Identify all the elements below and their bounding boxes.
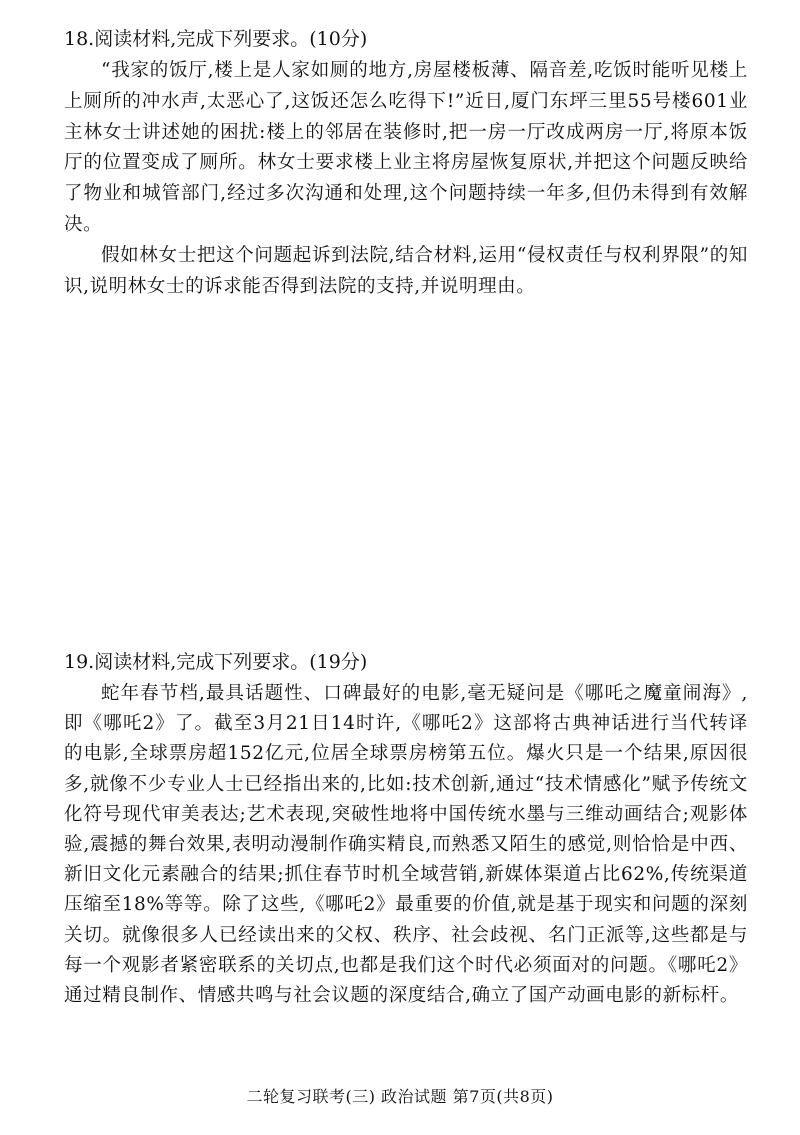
question-19-title: 19.阅读材料,完成下列要求。(19分) [64, 651, 368, 673]
question-19 [64, 645, 748, 1011]
question-19-material: 蛇年春节档,最具话题性、口碑最好的电影,毫无疑问是《哪吒之魔童闹海》,即《哪吒2》了。截至3月21日14时许,《哪吒2》这部将古典神话进行当代转译的电影,全球票房超152亿元,位居全球票房榜第五位。爆火只是一个结果,原因很多,就像不少专业人士已经指出来的,比如:技术创新,通过“技术情感化”赋予传统文化符号现代审美表达;艺术表现,突破性地将中国传统水墨与三维动画结合;观影体验,震撼的舞台效果,表明动漫制作确实精良,而熟悉又陌生的感觉,则恰恰是中西、新旧文化元素融合的结果;抓住春节时机全域营销,新媒体渠道占比62%,传统渠道压缩至18%等等。除了这些,《哪吒2》最重要的价值,就是基于现实和问题的深刻关切。就像很多人已经读出来的父权、秩序、社会歧视、名门正派等,这些都是与每一个观影者紧密联系的关切点,也都是我们这个时代必须面对的问题。《哪吒2》通过精良制作、情感共鸣与社会议题的深度结合,确立了国产动画电影的新标杆。 [64, 683, 748, 1007]
page-footer: 二轮复习联考(三) 政治试题 第7页(共8页) [246, 1087, 554, 1106]
question-18-title: 18.阅读材料,完成下列要求。(10分) [64, 28, 368, 50]
question-18-prompt: 假如林女士把这个问题起诉到法院,结合材料,运用“侵权责任与权利界限”的知识,说明林女士的诉求能否得到法院的支持,并说明理由。 [64, 244, 748, 297]
question-18 [64, 22, 748, 302]
question-18-material: “我家的饭厅,楼上是人家如厕的地方,房屋楼板薄、隔音差,吃饭时能听见楼上上厕所的冲水声,太恶心了,这饭还怎么吃得下!”近日,厦门东坪三里55号楼601业主林女士讲述她的困扰:楼上的邻居在装修时,把一房一厅改成两房一厅,将原本饭厅的位置变成了厕所。林女士要求楼上业主将房屋恢复原状,并把这个问题反映给了物业和城管部门,经过多次沟通和处理,这个问题持续一年多,但仍未得到有效解决。 [64, 60, 748, 235]
